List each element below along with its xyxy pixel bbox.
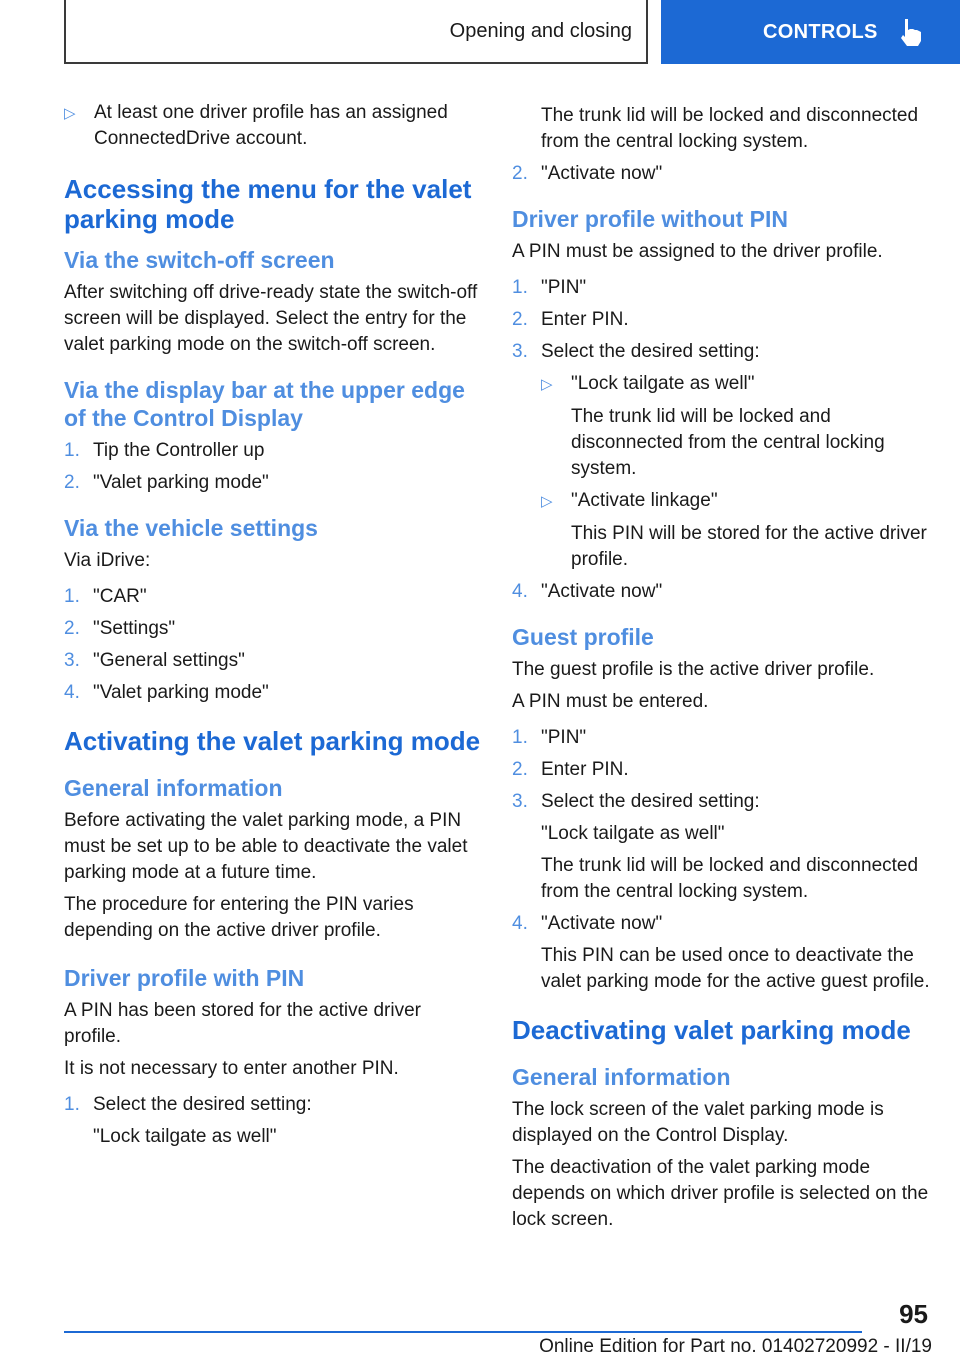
heading-vehicle-settings: Via the vehicle settings xyxy=(64,515,318,541)
paragraph: The trunk lid will be locked and disconnected from the central locking system. xyxy=(571,406,885,479)
list-item: 1. Tip the Controller up xyxy=(64,440,265,461)
list-item: 3. Select the desired setting: xyxy=(512,791,760,812)
paragraph: The lock screen of the valet parking mode is displayed on the Control Display. xyxy=(512,1099,884,1146)
heading-switch-off-screen: Via the switch-off screen xyxy=(64,247,335,273)
header-chapter-title: CONTROLS xyxy=(763,20,878,43)
paragraph: The deactivation of the valet parking mode depends on which driver profile is selected on the lock screen. xyxy=(512,1157,929,1230)
paragraph: A PIN must be entered. xyxy=(512,691,709,712)
list-item: 3. "General settings" xyxy=(64,650,245,671)
heading-driver-profile-with-pin: Driver profile with PIN xyxy=(64,965,305,991)
list-item: 2. "Valet parking mode" xyxy=(64,472,269,493)
paragraph: "Lock tailgate as well" xyxy=(93,1126,277,1147)
left-column xyxy=(64,100,482,1156)
right-column xyxy=(512,103,932,1239)
footer-divider xyxy=(64,1331,862,1333)
triangle-bullet-icon: ▷ xyxy=(541,493,553,510)
paragraph: The trunk lid will be locked and disconnected from the central locking system. xyxy=(541,105,919,152)
edition-footer: Online Edition for Part no. 01402720992 - II/19 xyxy=(539,1336,932,1357)
paragraph: Via iDrive: xyxy=(64,550,151,571)
list-item: 2. Enter PIN. xyxy=(512,759,629,780)
list-item: 4. "Activate now" xyxy=(512,913,663,934)
header-section-title: Opening and closing xyxy=(449,19,632,42)
list-item: 1. "CAR" xyxy=(64,586,147,607)
header-chapter-tab xyxy=(661,0,960,64)
list-item: 2. "Settings" xyxy=(64,618,176,639)
list-item: ▷ "Activate linkage" xyxy=(512,488,932,515)
heading-activating: Activating the valet parking mode xyxy=(64,726,481,756)
heading-accessing-menu: Accessing the menu for the valet parking mode xyxy=(64,174,472,234)
heading-display-bar: Via the display bar at the upper edge of the Control Display xyxy=(64,377,465,431)
list-item: ▷ At least one driver profile has an assigned ConnectedDrive account. xyxy=(64,100,482,152)
paragraph: This PIN can be used once to deactivate the valet parking mode for the active guest profile. xyxy=(541,945,930,992)
heading-deactivating: Deactivating valet parking mode xyxy=(512,1015,911,1045)
list-item: 1. Select the desired setting: xyxy=(64,1094,312,1115)
paragraph: It is not necessary to enter another PIN. xyxy=(64,1058,399,1079)
paragraph: After switching off drive-ready state the switch-off screen will be displayed. Select the entry for the valet parking mode on the switch-off screen. xyxy=(64,282,478,355)
heading-guest-profile: Guest profile xyxy=(512,624,654,650)
list-item: 4. "Valet parking mode" xyxy=(64,682,269,703)
list-item: 4. "Activate now" xyxy=(512,581,663,602)
heading-general-information: General information xyxy=(512,1064,731,1090)
paragraph: The trunk lid will be locked and disconnected from the central locking system. xyxy=(541,855,919,902)
triangle-bullet-icon: ▷ xyxy=(64,105,76,122)
paragraph: Before activating the valet parking mode, a PIN must be set up to be able to deactivate the valet parking mode at a future time. xyxy=(64,810,468,883)
paragraph: The procedure for entering the PIN varies depending on the active driver profile. xyxy=(64,894,414,941)
triangle-bullet-icon: ▷ xyxy=(541,376,553,393)
page-number: 95 xyxy=(899,1299,928,1329)
paragraph: A PIN has been stored for the active driver profile. xyxy=(64,1000,421,1047)
list-item: ▷ "Lock tailgate as well" xyxy=(512,371,932,398)
list-item: 2. "Activate now" xyxy=(512,163,663,184)
header-section-box xyxy=(64,0,648,64)
list-item: 1. "PIN" xyxy=(512,277,587,298)
paragraph: A PIN must be assigned to the driver profile. xyxy=(512,241,883,262)
heading-driver-profile-without-pin: Driver profile without PIN xyxy=(512,206,789,232)
list-item: 3. Select the desired setting: xyxy=(512,341,760,362)
pointing-hand-icon xyxy=(898,17,924,47)
heading-general-information: General information xyxy=(64,775,283,801)
list-item: 2. Enter PIN. xyxy=(512,309,629,330)
paragraph: This PIN will be stored for the active driver profile. xyxy=(571,523,927,570)
list-item: 1. "PIN" xyxy=(512,727,587,748)
paragraph: The guest profile is the active driver profile. xyxy=(512,659,875,680)
paragraph: "Lock tailgate as well" xyxy=(541,823,725,844)
